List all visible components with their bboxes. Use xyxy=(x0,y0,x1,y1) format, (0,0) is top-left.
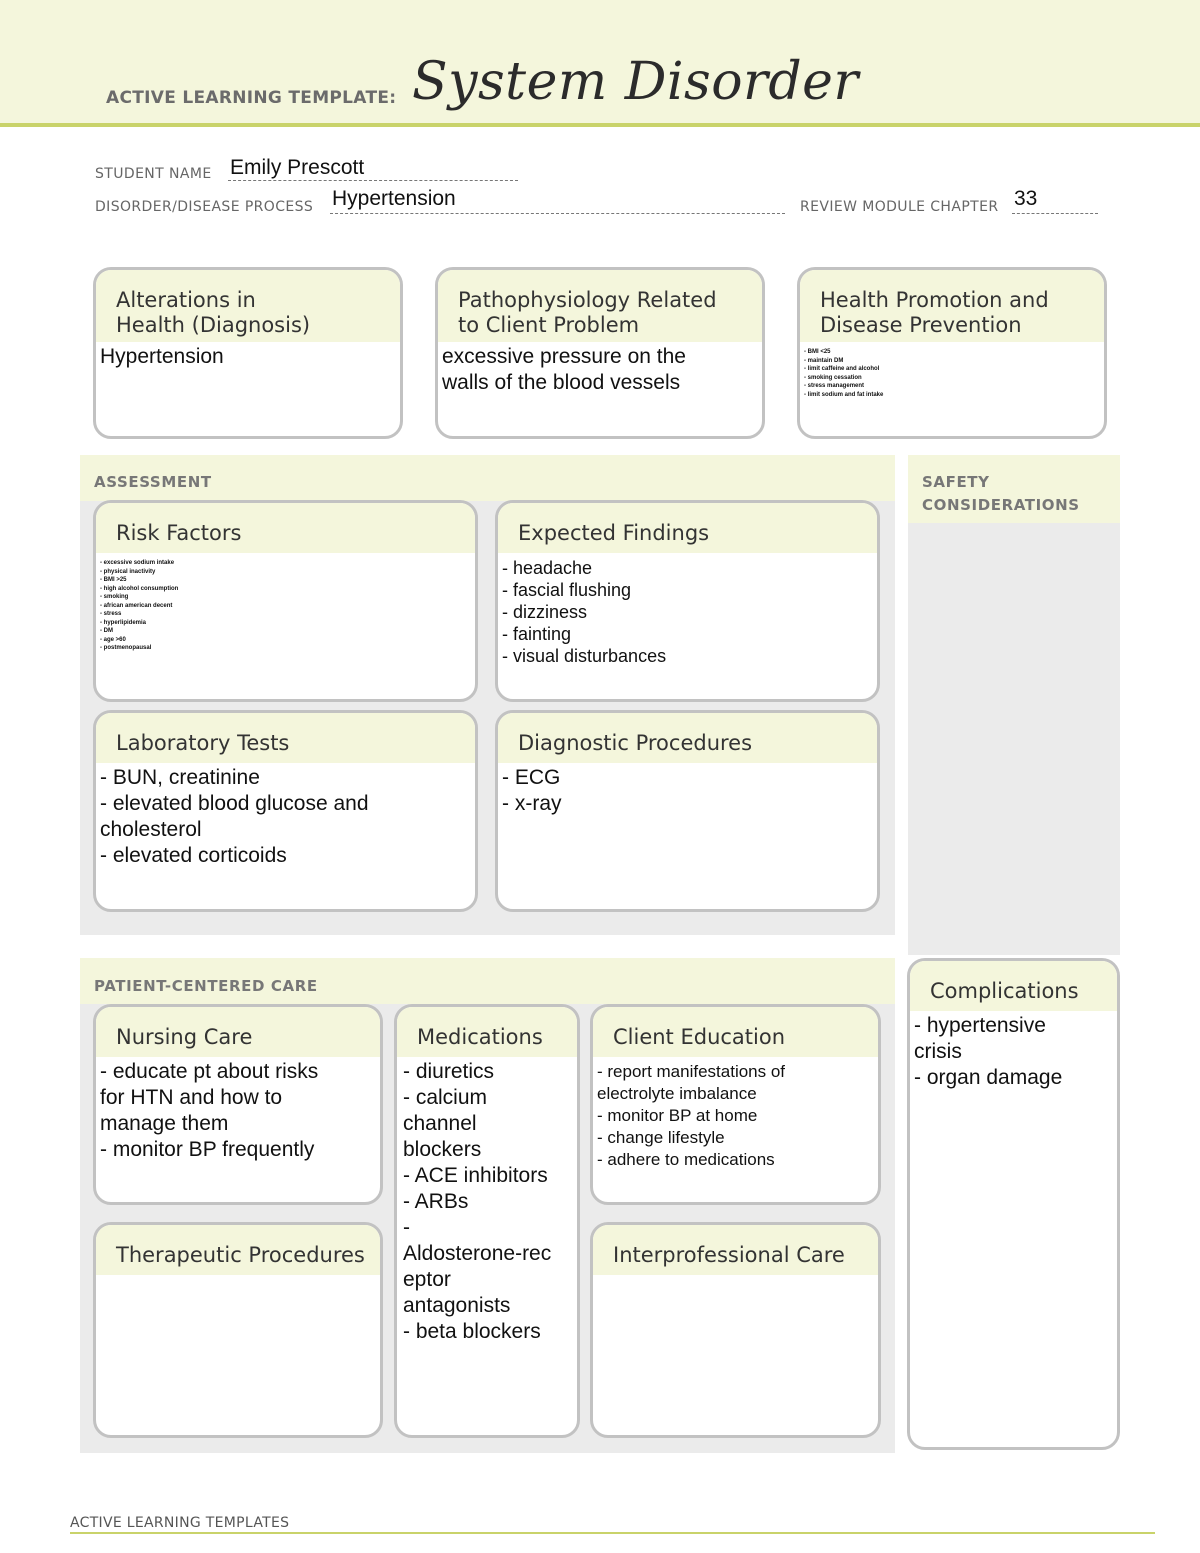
alterations-title: Alterations in Health (Diagnosis) xyxy=(96,270,400,342)
safety-panel xyxy=(908,455,1120,955)
expected-findings-box xyxy=(495,500,880,702)
student-name-label: STUDENT NAME xyxy=(95,166,212,182)
nursing-care-title: Nursing Care xyxy=(96,1007,380,1057)
safety-heading: SAFETY CONSIDERATIONS xyxy=(908,455,1120,523)
nursing-care-box xyxy=(93,1004,383,1205)
expected-findings-title: Expected Findings xyxy=(498,503,877,553)
interprofessional-care-content[interactable] xyxy=(593,1275,878,1277)
therapeutic-procedures-box xyxy=(93,1222,383,1438)
health-promotion-box xyxy=(797,267,1107,439)
expected-findings-content[interactable]: - headache - fascial flushing - dizziness - fainting - visual disturbances xyxy=(502,558,667,666)
student-name-line xyxy=(228,180,518,181)
pathophysiology-title: Pathophysiology Related to Client Problem xyxy=(438,270,762,342)
risk-factors-title: Risk Factors xyxy=(96,503,475,553)
diagnostic-procedures-content[interactable]: - ECG - x-ray xyxy=(502,766,562,815)
client-education-title: Client Education xyxy=(593,1007,878,1057)
footer-text: ACTIVE LEARNING TEMPLATES xyxy=(70,1515,290,1531)
header-rule xyxy=(0,123,1200,127)
laboratory-tests-content[interactable]: - BUN, creatinine - elevated blood glucose and cholesterol - elevated corticoids xyxy=(100,766,369,867)
assessment-heading: ASSESSMENT xyxy=(94,473,212,491)
diagnostic-procedures-title: Diagnostic Procedures xyxy=(498,713,877,763)
patient-care-heading: PATIENT-CENTERED CARE xyxy=(94,977,318,995)
chapter-label: REVIEW MODULE CHAPTER xyxy=(800,199,999,215)
disease-line xyxy=(330,213,785,214)
disease-label: DISORDER/DISEASE PROCESS xyxy=(95,199,314,215)
laboratory-tests-box xyxy=(93,710,478,912)
chapter-field[interactable]: 33 xyxy=(1014,187,1038,210)
laboratory-tests-title: Laboratory Tests xyxy=(96,713,475,763)
health-promotion-title: Health Promotion and Disease Prevention xyxy=(800,270,1104,342)
pathophysiology-box xyxy=(435,267,765,439)
interprofessional-care-box xyxy=(590,1222,881,1438)
interprofessional-care-title: Interprofessional Care xyxy=(593,1225,878,1275)
template-title: System Disorder xyxy=(412,52,859,112)
therapeutic-procedures-title: Therapeutic Procedures xyxy=(96,1225,380,1275)
medications-content[interactable]: - diuretics - calcium channel blockers - ACE inhibitors - ARBs - Aldosterone-rec eptor antagonists - beta blockers xyxy=(403,1060,552,1343)
client-education-box xyxy=(590,1004,881,1205)
nursing-care-content[interactable]: - educate pt about risks for HTN and how to manage them - monitor BP frequently xyxy=(100,1060,319,1161)
medications-title: Medications xyxy=(397,1007,577,1057)
template-label: ACTIVE LEARNING TEMPLATE: xyxy=(106,88,397,108)
chapter-line xyxy=(1012,213,1098,214)
alterations-content[interactable]: Hypertension xyxy=(100,345,224,368)
footer-rule xyxy=(70,1532,1155,1534)
risk-factors-content[interactable]: - excessive sodium intake - physical inactivity - BMI >25 - high alcohol consumption - smoking - african american decent - stress - hyperlipidemia - DM - age >60 - postmenopausal xyxy=(100,560,179,651)
complications-content[interactable]: - hypertensive crisis - organ damage xyxy=(914,1014,1063,1089)
complications-box xyxy=(907,958,1120,1450)
health-promotion-content[interactable]: - BMI <25 - maintain DM - limit caffeine and alcohol - smoking cessation - stress management - limit sodium and fat intake xyxy=(804,349,884,398)
medications-box xyxy=(394,1004,580,1438)
diagnostic-procedures-box xyxy=(495,710,880,912)
therapeutic-procedures-content[interactable] xyxy=(96,1275,380,1277)
disease-field[interactable]: Hypertension xyxy=(332,187,456,210)
client-education-content[interactable]: - report manifestations of electrolyte imbalance - monitor BP at home - change lifestyle - adhere to medications xyxy=(597,1062,786,1169)
pathophysiology-content[interactable]: excessive pressure on the walls of the blood vessels xyxy=(442,345,686,394)
alterations-box xyxy=(93,267,403,439)
student-name-field[interactable]: Emily Prescott xyxy=(230,156,365,179)
complications-title: Complications xyxy=(910,961,1117,1011)
risk-factors-box xyxy=(93,500,478,702)
